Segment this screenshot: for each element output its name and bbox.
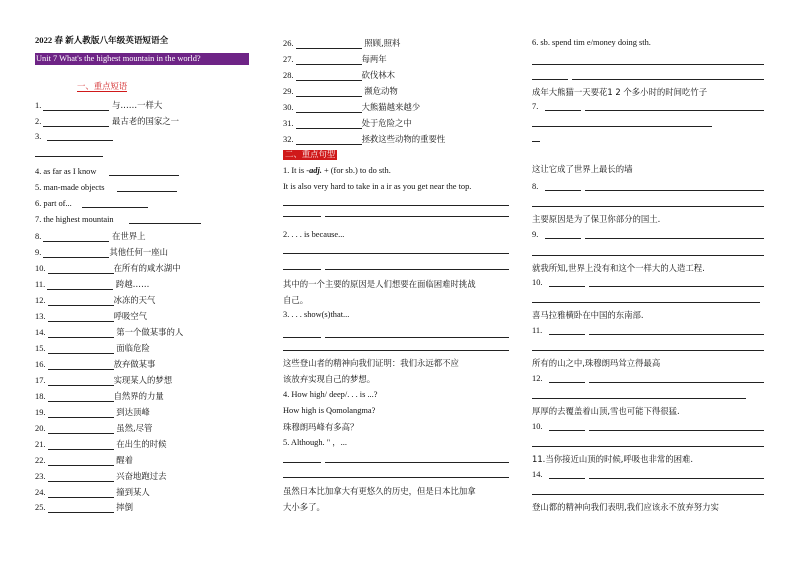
answer-line[interactable] <box>283 477 509 478</box>
phrase-item <box>283 134 445 145</box>
unit-title-band <box>35 53 249 65</box>
answer-line[interactable] <box>549 382 585 383</box>
phrase-item <box>35 311 147 322</box>
phrase-text: 濒危动物 <box>361 86 398 96</box>
answer-blank[interactable] <box>48 504 114 513</box>
phrase-text: 17. <box>35 376 48 385</box>
answer-line[interactable] <box>283 462 321 463</box>
phrase-text: 摔倒 <box>113 502 133 512</box>
phrases-heading: 一、重点短语 <box>77 82 128 91</box>
phrase-item <box>35 343 150 354</box>
phrase-text: 最古老的国家之一 <box>109 116 180 126</box>
answer-blank[interactable] <box>48 425 114 434</box>
pattern-1: 1. It is -adj. + (for sb.) to do sth. <box>283 166 391 175</box>
answer-blank[interactable] <box>48 265 114 274</box>
answer-blank[interactable] <box>48 329 114 338</box>
phrase-text: 15. <box>35 344 48 353</box>
pattern-4-example: How high is Qomolangma? <box>283 406 376 415</box>
phrase-item <box>35 407 150 418</box>
item-13: 10. <box>532 422 543 431</box>
phrase-text: 自然界的力量 <box>113 391 164 401</box>
phrase-item <box>35 116 179 127</box>
answer-blank[interactable] <box>43 102 109 111</box>
answer-line[interactable] <box>545 110 581 111</box>
phrase-item <box>35 502 133 513</box>
phrase-text: 30. <box>283 103 296 112</box>
phrase-text: 21. <box>35 440 48 449</box>
pattern-5-cn-a: 虽然日本比加拿大有更悠久的历史，但是日本比加拿 <box>283 486 476 496</box>
answer-blank[interactable] <box>48 473 114 482</box>
answer-blank[interactable] <box>296 56 362 65</box>
phrase-text: 23. <box>35 472 48 481</box>
answer-blank[interactable] <box>43 233 109 242</box>
phrase-text: 25. <box>35 503 48 512</box>
answer-blank[interactable] <box>296 88 362 97</box>
phrase-item <box>35 199 72 209</box>
phrase-text: 10. <box>35 264 48 273</box>
pattern-2-cn-a: 其中的一个主要的原因是人们想要在面临困难时挑战 <box>283 279 476 289</box>
answer-line[interactable] <box>532 206 764 207</box>
answer-line[interactable] <box>47 140 113 141</box>
answer-line[interactable] <box>589 430 764 431</box>
phrase-item <box>35 455 133 466</box>
answer-line[interactable] <box>532 79 568 80</box>
phrase-item <box>35 247 168 258</box>
answer-line[interactable] <box>545 190 581 191</box>
answer-blank[interactable] <box>296 40 362 49</box>
phrase-text: 拯救这些动物的重要性 <box>361 134 446 144</box>
answer-blank[interactable] <box>43 118 109 127</box>
answer-line[interactable] <box>585 238 764 239</box>
answer-line[interactable] <box>549 478 585 479</box>
doc-title: 2022 春 新人教版八年级英语短语全 <box>35 35 169 45</box>
answer-line[interactable] <box>589 478 764 479</box>
answer-line[interactable] <box>109 175 179 176</box>
sentence-cn-8: 主要原因是为了保卫你部分的国土. <box>532 214 661 224</box>
pattern-5: 5. Although. " ，... <box>283 438 347 447</box>
phrase-item <box>283 54 387 65</box>
answer-line[interactable] <box>283 253 509 254</box>
phrase-text: 32. <box>283 135 296 144</box>
answer-blank[interactable] <box>48 313 114 322</box>
phrase-text: 4. as far as I know <box>35 167 97 176</box>
phrase-text: 7. the highest mountain <box>35 215 114 224</box>
phrase-text: 醒着 <box>113 455 133 465</box>
phrase-text: 5. man-made objects <box>35 183 105 192</box>
phrase-text: 其他任何一座山 <box>109 247 168 257</box>
phrase-text: 与……一样大 <box>109 100 163 110</box>
answer-line[interactable] <box>532 126 712 127</box>
phrase-text: 27. <box>283 55 296 64</box>
sentence-cn-11: 所有的山之中,珠穆朗玛耸立得最高 <box>532 358 661 368</box>
answer-blank[interactable] <box>296 120 362 129</box>
pattern-3-cn-b: 该放弃实现自己的梦想。 <box>283 374 376 384</box>
answer-line[interactable] <box>532 494 764 495</box>
pattern-3: 3. . . . show(s)that... <box>283 310 350 319</box>
sentence-cn-13: 11.当你接近山顶的时候,呼吸也非常的困难. <box>532 454 694 464</box>
answer-line[interactable] <box>283 337 321 338</box>
phrase-text: 砍伐林木 <box>361 70 396 80</box>
answer-blank[interactable] <box>48 297 114 306</box>
phrase-text: 面临危险 <box>113 343 150 353</box>
phrase-item <box>35 375 172 386</box>
phrase-text: 实现某人的梦想 <box>113 375 173 385</box>
answer-line[interactable] <box>129 223 201 224</box>
phrase-text: 2. <box>35 117 44 126</box>
answer-line[interactable] <box>549 286 585 287</box>
answer-line[interactable] <box>82 207 148 208</box>
phrase-text: 每两年 <box>361 54 387 64</box>
phrase-item <box>35 423 152 434</box>
phrase-text: 在世界上 <box>109 231 146 241</box>
phrase-text: 20. <box>35 424 48 433</box>
answer-blank[interactable] <box>48 361 114 370</box>
answer-line[interactable] <box>325 269 509 270</box>
phrase-text: 26. <box>283 39 296 48</box>
unit-title: Unit 7 What's the highest mountain in the world? <box>36 54 201 63</box>
answer-blank[interactable] <box>296 72 362 81</box>
phrase-item <box>35 263 181 274</box>
pattern-1-example: It is also very hard to take in a ir as you get near the top. <box>283 182 472 191</box>
item-9: 9. <box>532 230 539 239</box>
phrase-item <box>35 295 155 306</box>
phrase-text: 跨越…… <box>113 279 150 289</box>
phrase-text: 到达顶峰 <box>113 407 150 417</box>
phrase-text: 呼吸空气 <box>113 311 148 321</box>
pattern-4-cn: 珠穆朗玛峰有多高？ <box>283 422 359 432</box>
answer-blank[interactable] <box>48 457 114 466</box>
answer-line[interactable] <box>532 141 540 142</box>
phrase-text: 22. <box>35 456 48 465</box>
phrase-text: 11. <box>35 280 48 289</box>
phrase-text: 12. <box>35 296 48 305</box>
answer-line[interactable] <box>589 286 764 287</box>
phrase-text: 冰冻的天气 <box>113 295 156 305</box>
phrase-text: 28. <box>283 71 296 80</box>
phrase-item <box>283 70 395 81</box>
answer-line[interactable] <box>532 302 760 303</box>
answer-blank[interactable] <box>48 377 114 386</box>
answer-line[interactable] <box>532 350 764 351</box>
phrase-text: 13. <box>35 312 48 321</box>
answer-blank[interactable] <box>43 249 109 258</box>
answer-blank[interactable] <box>296 136 362 145</box>
item-12: 12. <box>532 374 543 383</box>
answer-blank[interactable] <box>296 104 362 113</box>
answer-line[interactable] <box>545 238 581 239</box>
phrase-text: 19. <box>35 408 48 417</box>
phrase-item <box>283 38 400 49</box>
answer-line[interactable] <box>325 216 509 217</box>
phrase-text: 14. <box>35 328 48 337</box>
phrase-item <box>35 359 155 370</box>
phrase-text: 放弃做某事 <box>113 359 156 369</box>
sentence-cn-9: 就我所知,世界上没有和这个一样大的人造工程. <box>532 263 705 273</box>
phrase-text: 8. <box>35 232 44 241</box>
item-8: 8. <box>532 182 539 191</box>
answer-line[interactable] <box>283 350 509 351</box>
sentence-cn-12: 厚厚的去覆盖着山顶,雪也可能下得很猛. <box>532 406 680 416</box>
phrase-item <box>35 100 162 111</box>
phrase-item <box>35 391 164 402</box>
phrase-item <box>35 231 146 242</box>
answer-line[interactable] <box>532 398 746 399</box>
pattern-2: 2. . . . is because... <box>283 230 345 239</box>
answer-line[interactable] <box>325 337 509 338</box>
phrase-item <box>35 183 105 193</box>
answer-blank[interactable] <box>48 345 114 354</box>
answer-blank[interactable] <box>48 441 114 450</box>
answer-line[interactable] <box>325 462 509 463</box>
answer-blank[interactable] <box>48 489 114 498</box>
phrase-text: 大熊猫越来越少 <box>361 102 421 112</box>
answer-line[interactable] <box>532 446 764 447</box>
phrase-text: 虽然,尽管 <box>113 423 153 433</box>
phrase-item <box>35 167 96 177</box>
pattern-4: 4. How high/ deep/. . . is ...? <box>283 390 378 399</box>
phrase-item <box>283 118 412 129</box>
phrase-text: 16. <box>35 360 48 369</box>
answer-line[interactable] <box>532 64 764 65</box>
answer-line[interactable] <box>283 216 321 217</box>
item-7: 7. <box>532 102 539 111</box>
phrase-text: 9. <box>35 248 44 257</box>
answer-blank[interactable] <box>47 281 113 290</box>
phrase-item <box>35 279 149 290</box>
sentence-cn-6: 成年大熊猫一天要花1 2 个多小时的时间吃竹子 <box>532 87 708 97</box>
answer-line[interactable] <box>549 430 585 431</box>
item-10: 10. <box>532 278 543 287</box>
pattern-6: 6. sb. spend tim e/money doing sth. <box>532 38 651 47</box>
phrase-item <box>283 86 398 97</box>
phrase-text: 18. <box>35 392 48 401</box>
phrase-item <box>283 102 420 113</box>
phrase-text: 照顾,照料 <box>361 38 401 48</box>
answer-line[interactable] <box>117 191 177 192</box>
sentence-cn-14: 登山都的精神向我们表明,我们应该永不放弃努力实 <box>532 502 719 512</box>
phrase-item <box>35 439 166 450</box>
answer-blank[interactable] <box>48 393 114 402</box>
phrase-text: 第一个做某事的人 <box>113 327 184 337</box>
phrase-text: 6. part of... <box>35 199 72 208</box>
answer-line[interactable] <box>585 190 764 191</box>
item-14: 14. <box>532 470 543 479</box>
answer-line[interactable] <box>283 205 509 206</box>
sentence-cn-7: 这让它成了世界上最长的墙 <box>532 164 633 174</box>
phrase-item <box>35 471 166 482</box>
phrase-text: 处于危险之中 <box>361 118 412 128</box>
answer-line[interactable] <box>549 334 585 335</box>
phrase-text: 撞到某人 <box>113 487 150 497</box>
phrase-text: 3. <box>35 132 42 141</box>
phrase-text: 兴奋地跑过去 <box>113 471 167 481</box>
phrase-text: 31. <box>283 119 296 128</box>
answer-line[interactable] <box>589 382 764 383</box>
pattern-2-cn-b: 自己。 <box>283 295 309 305</box>
answer-line[interactable] <box>572 79 764 80</box>
answer-line[interactable] <box>589 334 764 335</box>
answer-line[interactable] <box>532 255 764 256</box>
sentence-cn-10: 喜马拉雅横卧在中国的东南部. <box>532 310 644 320</box>
phrase-item <box>35 132 41 142</box>
sentences-heading: 二、重点句型 <box>285 150 336 159</box>
phrase-text: 24. <box>35 488 48 497</box>
phrase-item <box>35 327 183 338</box>
answer-line[interactable] <box>35 156 103 157</box>
phrase-item <box>35 215 114 225</box>
phrase-text: 1. <box>35 101 44 110</box>
phrase-text: 29. <box>283 87 296 96</box>
pattern-3-cn-a: 这些登山者的精神向我们证明：我们永远都不应 <box>283 358 459 368</box>
pattern-5-cn-b: 大小多了。 <box>283 502 325 512</box>
phrase-item <box>35 487 150 498</box>
phrase-text: 在出生的时候 <box>113 439 167 449</box>
answer-blank[interactable] <box>48 409 114 418</box>
answer-line[interactable] <box>283 269 321 270</box>
phrase-text: 在所有的咸水湖中 <box>113 263 181 273</box>
answer-line[interactable] <box>585 110 764 111</box>
item-11: 11. <box>532 326 543 335</box>
